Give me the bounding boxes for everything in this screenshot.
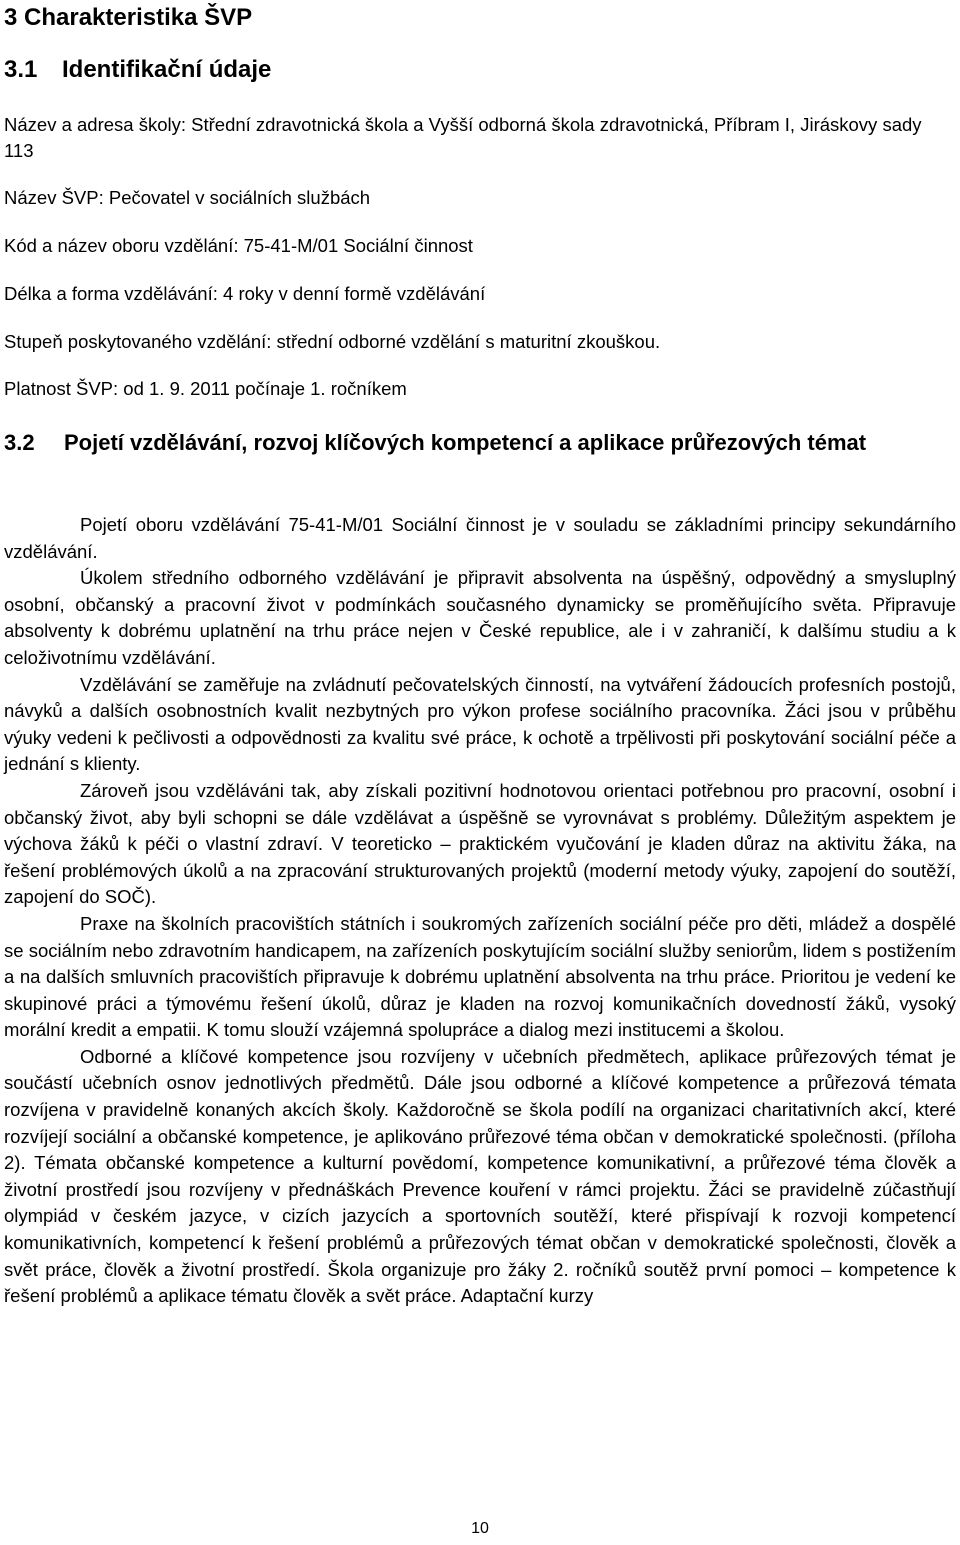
paragraph: Praxe na školních pracovištích státních i soukromých zařízeních sociální péče pro děti, mládež a dospělé se sociálním nebo zdravotním handicapem, na zařízeních poskytujícím sociální služby seniorům, lidem s postižením a na dalších smluvních pracovištích připravuje k dobrému uplatnění absolventa na trhu práce. Prioritou je vedení ke skupinové práci a týmovému řešení úkolů, důraz je kladen na rozvoj komunikačních dovedností žáků, vysoký morální kredit a empatii. K tomu slouží vzájemná spolupráce a dialog mezi institucemi a školou. <box>4 912 956 1041</box>
page-number: 10 <box>471 1520 489 1537</box>
info-level: Stupeň poskytovaného vzdělání: střední odborné vzdělání s maturitní zkouškou. <box>4 331 661 352</box>
paragraph: Vzdělávání se zaměřuje na zvládnutí pečovatelských činností, na vytváření žádoucích profesních postojů, návyků a dalších osobnostních kvalit nezbytných pro výkon profese sociálního pracovníka. Žáci jsou v průběhu výuky vedeni k pečlivosti a odpovědnosti za kvalitu své práce, k ochotě a trpělivosti při poskytování sociální péče a jednání s klienty. <box>4 673 956 775</box>
info-validity: Platnost ŠVP: od 1. 9. 2011 počínaje 1. ročníkem <box>4 378 407 399</box>
paragraph: Odborné a klíčové kompetence jsou rozvíjeny v učebních předmětech, aplikace průřezových témat je součástí učebních osnov jednotlivých předmětů. Dále jsou odborné a klíčové kompetence a průřezová témata rozvíjena v pravidelně konaných akcích školy. Každoročně se škola podílí na organizaci charitativních akcí, které rozvíjejí sociální a občanské kompetence, je aplikováno průřezové téma občan v demokratické společnosti. (příloha 2). Témata občanské kompetence a kulturní povědomí, kompetence komunikativní, a průřezové téma člověk a životní prostředí jsou rozvíjeny v přednáškách Prevence kouření v rámci projektu. Žáci se pravidelně zúčastňují olympiád v českém jazyce, v cizích jazycích a sportovních soutěží, které přispívají k rozvoji kompetencí komunikativních, kompetencí k řešení problémů a průřezových témat občan v demokratické společnosti, člověk a svět práce, člověk a životní prostředí. Škola organizuje pro žáky 2. ročníků soutěž první pomoci – kompetence k řešení problémů a aplikace tématu člověk a svět práce. Adaptační kurzy <box>4 1045 956 1307</box>
paragraph: Úkolem středního odborného vzdělávání je připravit absolventa na úspěšný, odpovědný a smysluplný osobní, občanský a pracovní život v podmínkách současného dynamicky se proměňujícího světa. Připravuje absolventy k dobrému uplatnění na trhu práce nejen v České republice, ale i v zahraničí, k dalšímu studiu a k celoživotnímu vzdělávání. <box>4 567 956 668</box>
info-svp-name: Název ŠVP: Pečovatel v sociálních službách <box>4 187 371 208</box>
section-title: Identifikační údaje <box>62 56 272 83</box>
paragraph: Pojetí oboru vzdělávání 75-41-M/01 Sociální činnost je v souladu se základními principy sekundárního vzdělávání. <box>4 514 956 562</box>
section-heading-identification <box>4 56 271 84</box>
paragraph: Zároveň jsou vzděláváni tak, aby získali pozitivní hodnotovou orientaci potřebnou pro pracovní, osobní i občanský život, aby byli schopni se dále vzdělávat a úspěšně se vyrovnávat s problémy. Důležitým aspektem je výchova žáků k péči o vlastní zdraví. V teoreticko – praktickém vyučování je kladen důraz na aktivitu žáka, na řešení problémových úkolů a na zpracování strukturovaných projektů (moderní metody výuky, zapojení do soutěží, zapojení do SOČ). <box>4 779 956 908</box>
info-field-code: Kód a název oboru vzdělání: 75-41-M/01 Sociální činnost <box>4 235 473 256</box>
info-school: Název a adresa školy: Střední zdravotnická škola a Vyšší odborná škola zdravotnická, Příbram I, Jiráskovy sady 113 <box>4 114 922 161</box>
body-text <box>4 512 956 1310</box>
section-title: Pojetí vzdělávání, rozvoj klíčových kompetencí a aplikace průřezových témat <box>64 430 867 455</box>
chapter-heading: 3 Charakteristika ŠVP <box>4 4 253 31</box>
info-length-form: Délka a forma vzdělávání: 4 roky v denní formě vzdělávání <box>4 283 486 304</box>
section-number: 3.1 <box>4 56 38 83</box>
section-heading-education-concept <box>4 428 956 458</box>
section-number: 3.2 <box>4 430 35 455</box>
